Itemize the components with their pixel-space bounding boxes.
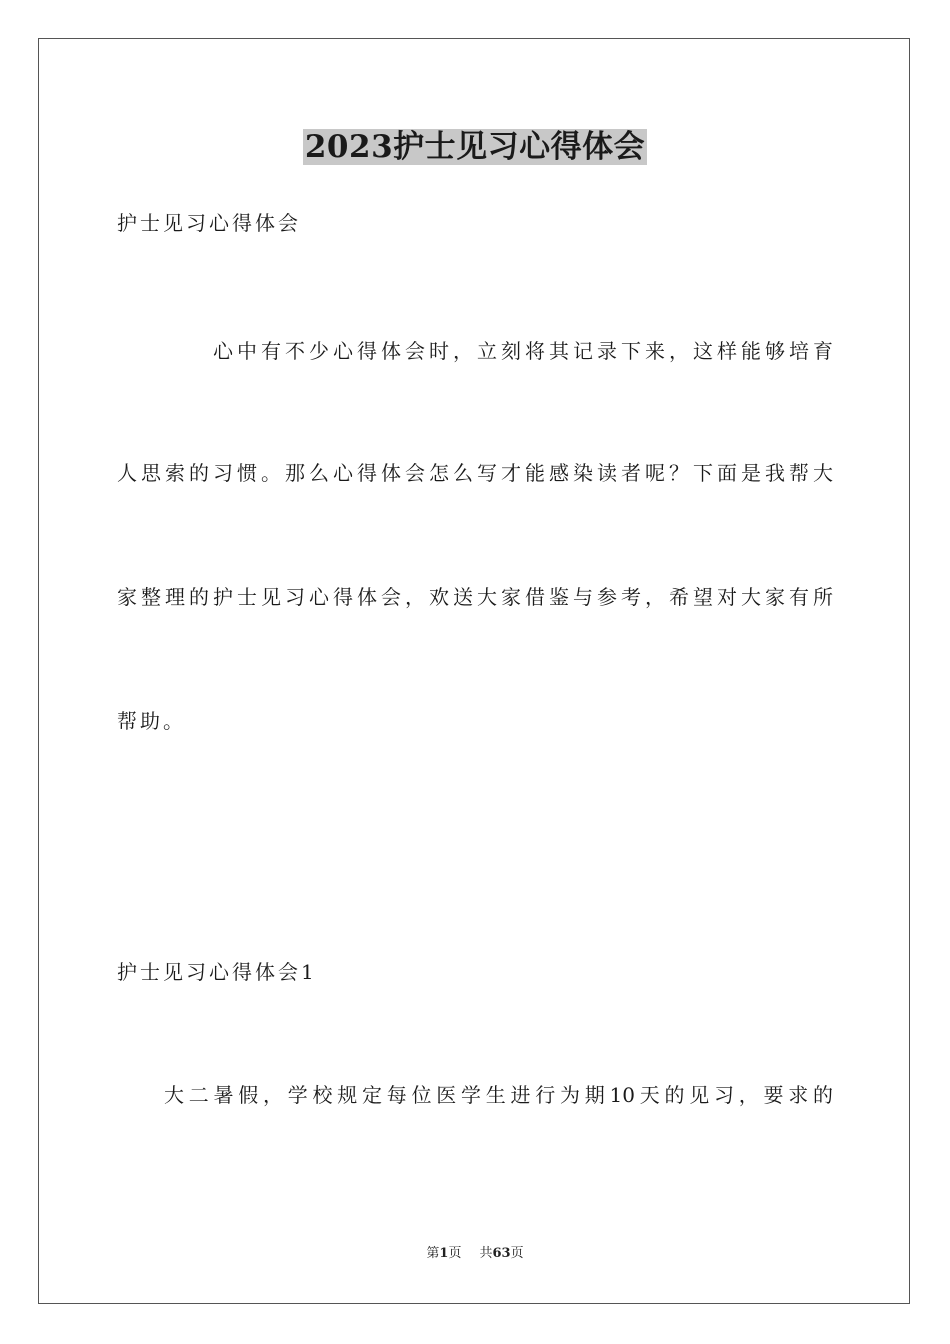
document-subtitle: 护士见习心得体会 [117,211,301,235]
footer-total-pages: 63 [492,1246,511,1261]
document-title-text: 2023护士见习心得体会 [304,129,646,165]
footer-total-suffix: 页 [510,1246,524,1261]
section-heading: 护士见习心得体会1 [117,960,317,984]
intro-line-2: 人思索的习惯。那么心得体会怎么写才能感染读者呢？下面是我帮大 [117,461,833,485]
footer-current-page: 1 [439,1246,449,1261]
intro-line-1: 心中有不少心得体会时，立刻将其记录下来，这样能够培育 [213,339,833,363]
footer-prefix: 第 [426,1246,440,1261]
footer-page-suffix: 页 [448,1246,462,1261]
footer-total-prefix: 共 [479,1246,493,1261]
intro-line-3: 家整理的护士见习心得体会，欢送大家借鉴与参考，希望对大家有所 [117,585,833,609]
intro-line-4: 帮助。 [117,709,186,733]
document-title [0,124,950,170]
section-line-1: 大二暑假，学校规定每位医学生进行为期10天的见习，要求的 [164,1083,833,1107]
page-footer [0,1244,950,1264]
